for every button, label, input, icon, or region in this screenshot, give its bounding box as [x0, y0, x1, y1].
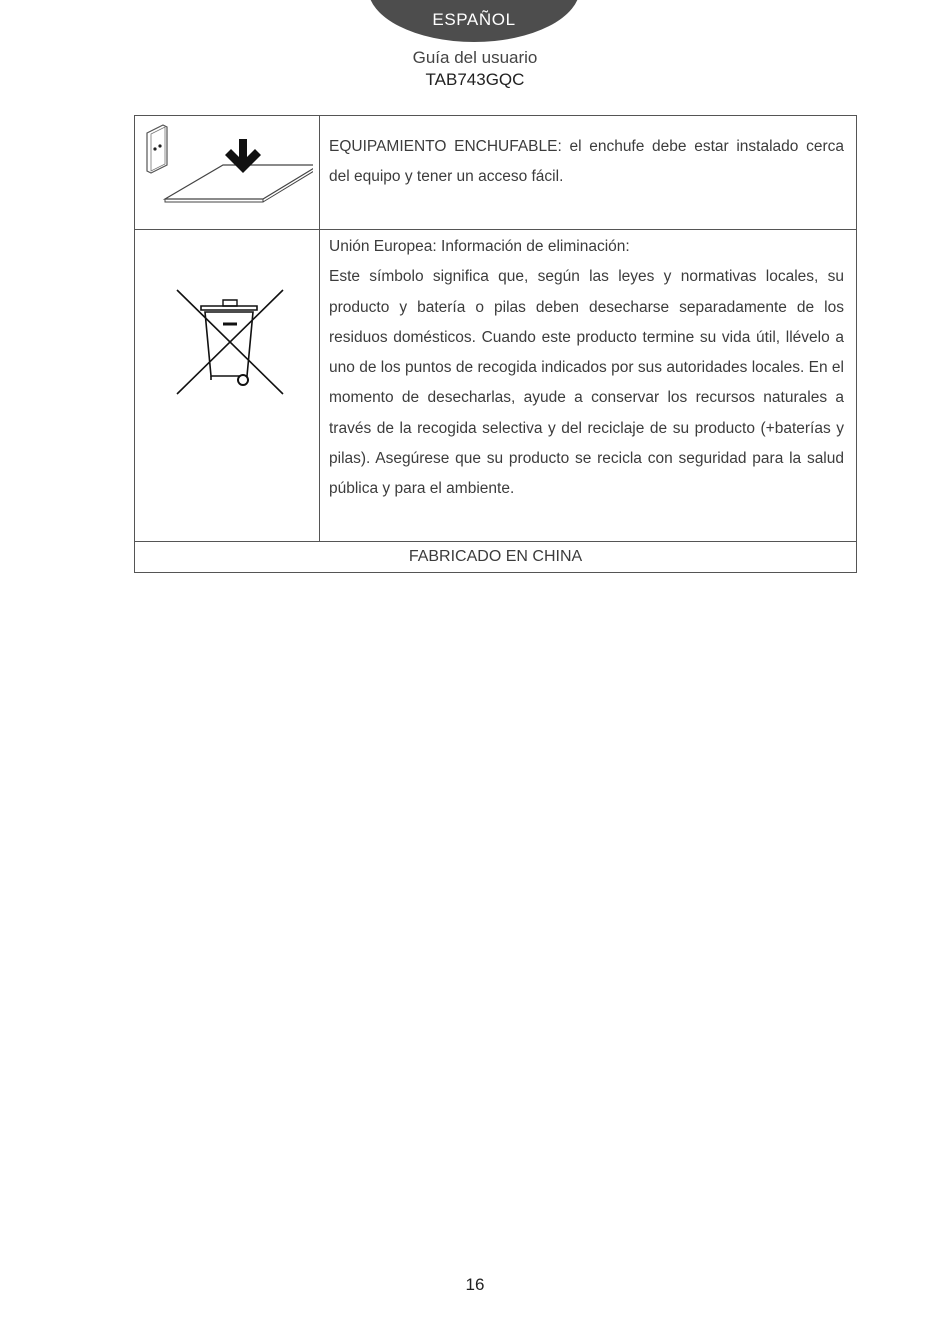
safety-info-table: [134, 115, 857, 573]
eu-disposal-heading: Unión Europea: Información de eliminación:: [329, 238, 630, 255]
weee-icon-cell: [135, 230, 320, 542]
pluggable-equipment-text: EQUIPAMIENTO ENCHUFABLE: el enchufe debe estar instalado cerca del equipo y tener un acceso fácil.: [329, 138, 844, 186]
crossed-out-wheelie-bin-icon: [175, 288, 285, 398]
plug-socket-floor-icon: [143, 121, 313, 205]
eu-disposal-text-cell: [320, 230, 857, 542]
plug-icon-cell: [135, 116, 320, 230]
eu-disposal-text: Este símbolo significa que, según las leyes y normativas locales, su producto y batería o pilas deben desecharse separadamente de los residuos domésticos. Cuando este producto termine su vida útil, llévelo a uno de los puntos de recogida indicados por sus autoridades locales. En el momento de desecharlas, ayude a conservar los recursos naturales a través de la recogida selectiva y del reciclaje de su producto (+baterías y pilas). Asegúrese que su producto se recicla con seguridad para la salud pública y para el ambiente.: [329, 268, 844, 498]
page-number: 16: [465, 1275, 485, 1294]
guide-title: Guía del usuario: [412, 48, 538, 67]
table-row: [135, 116, 857, 230]
language-tab: [368, 0, 580, 42]
language-label: ESPAÑOL: [432, 10, 516, 29]
made-in-china-label: FABRICADO EN CHINA: [135, 542, 857, 573]
table-row: [135, 230, 857, 542]
model-number: TAB743GQC: [425, 70, 525, 89]
pluggable-equipment-text-cell: [320, 116, 857, 230]
table-row: [135, 542, 857, 573]
